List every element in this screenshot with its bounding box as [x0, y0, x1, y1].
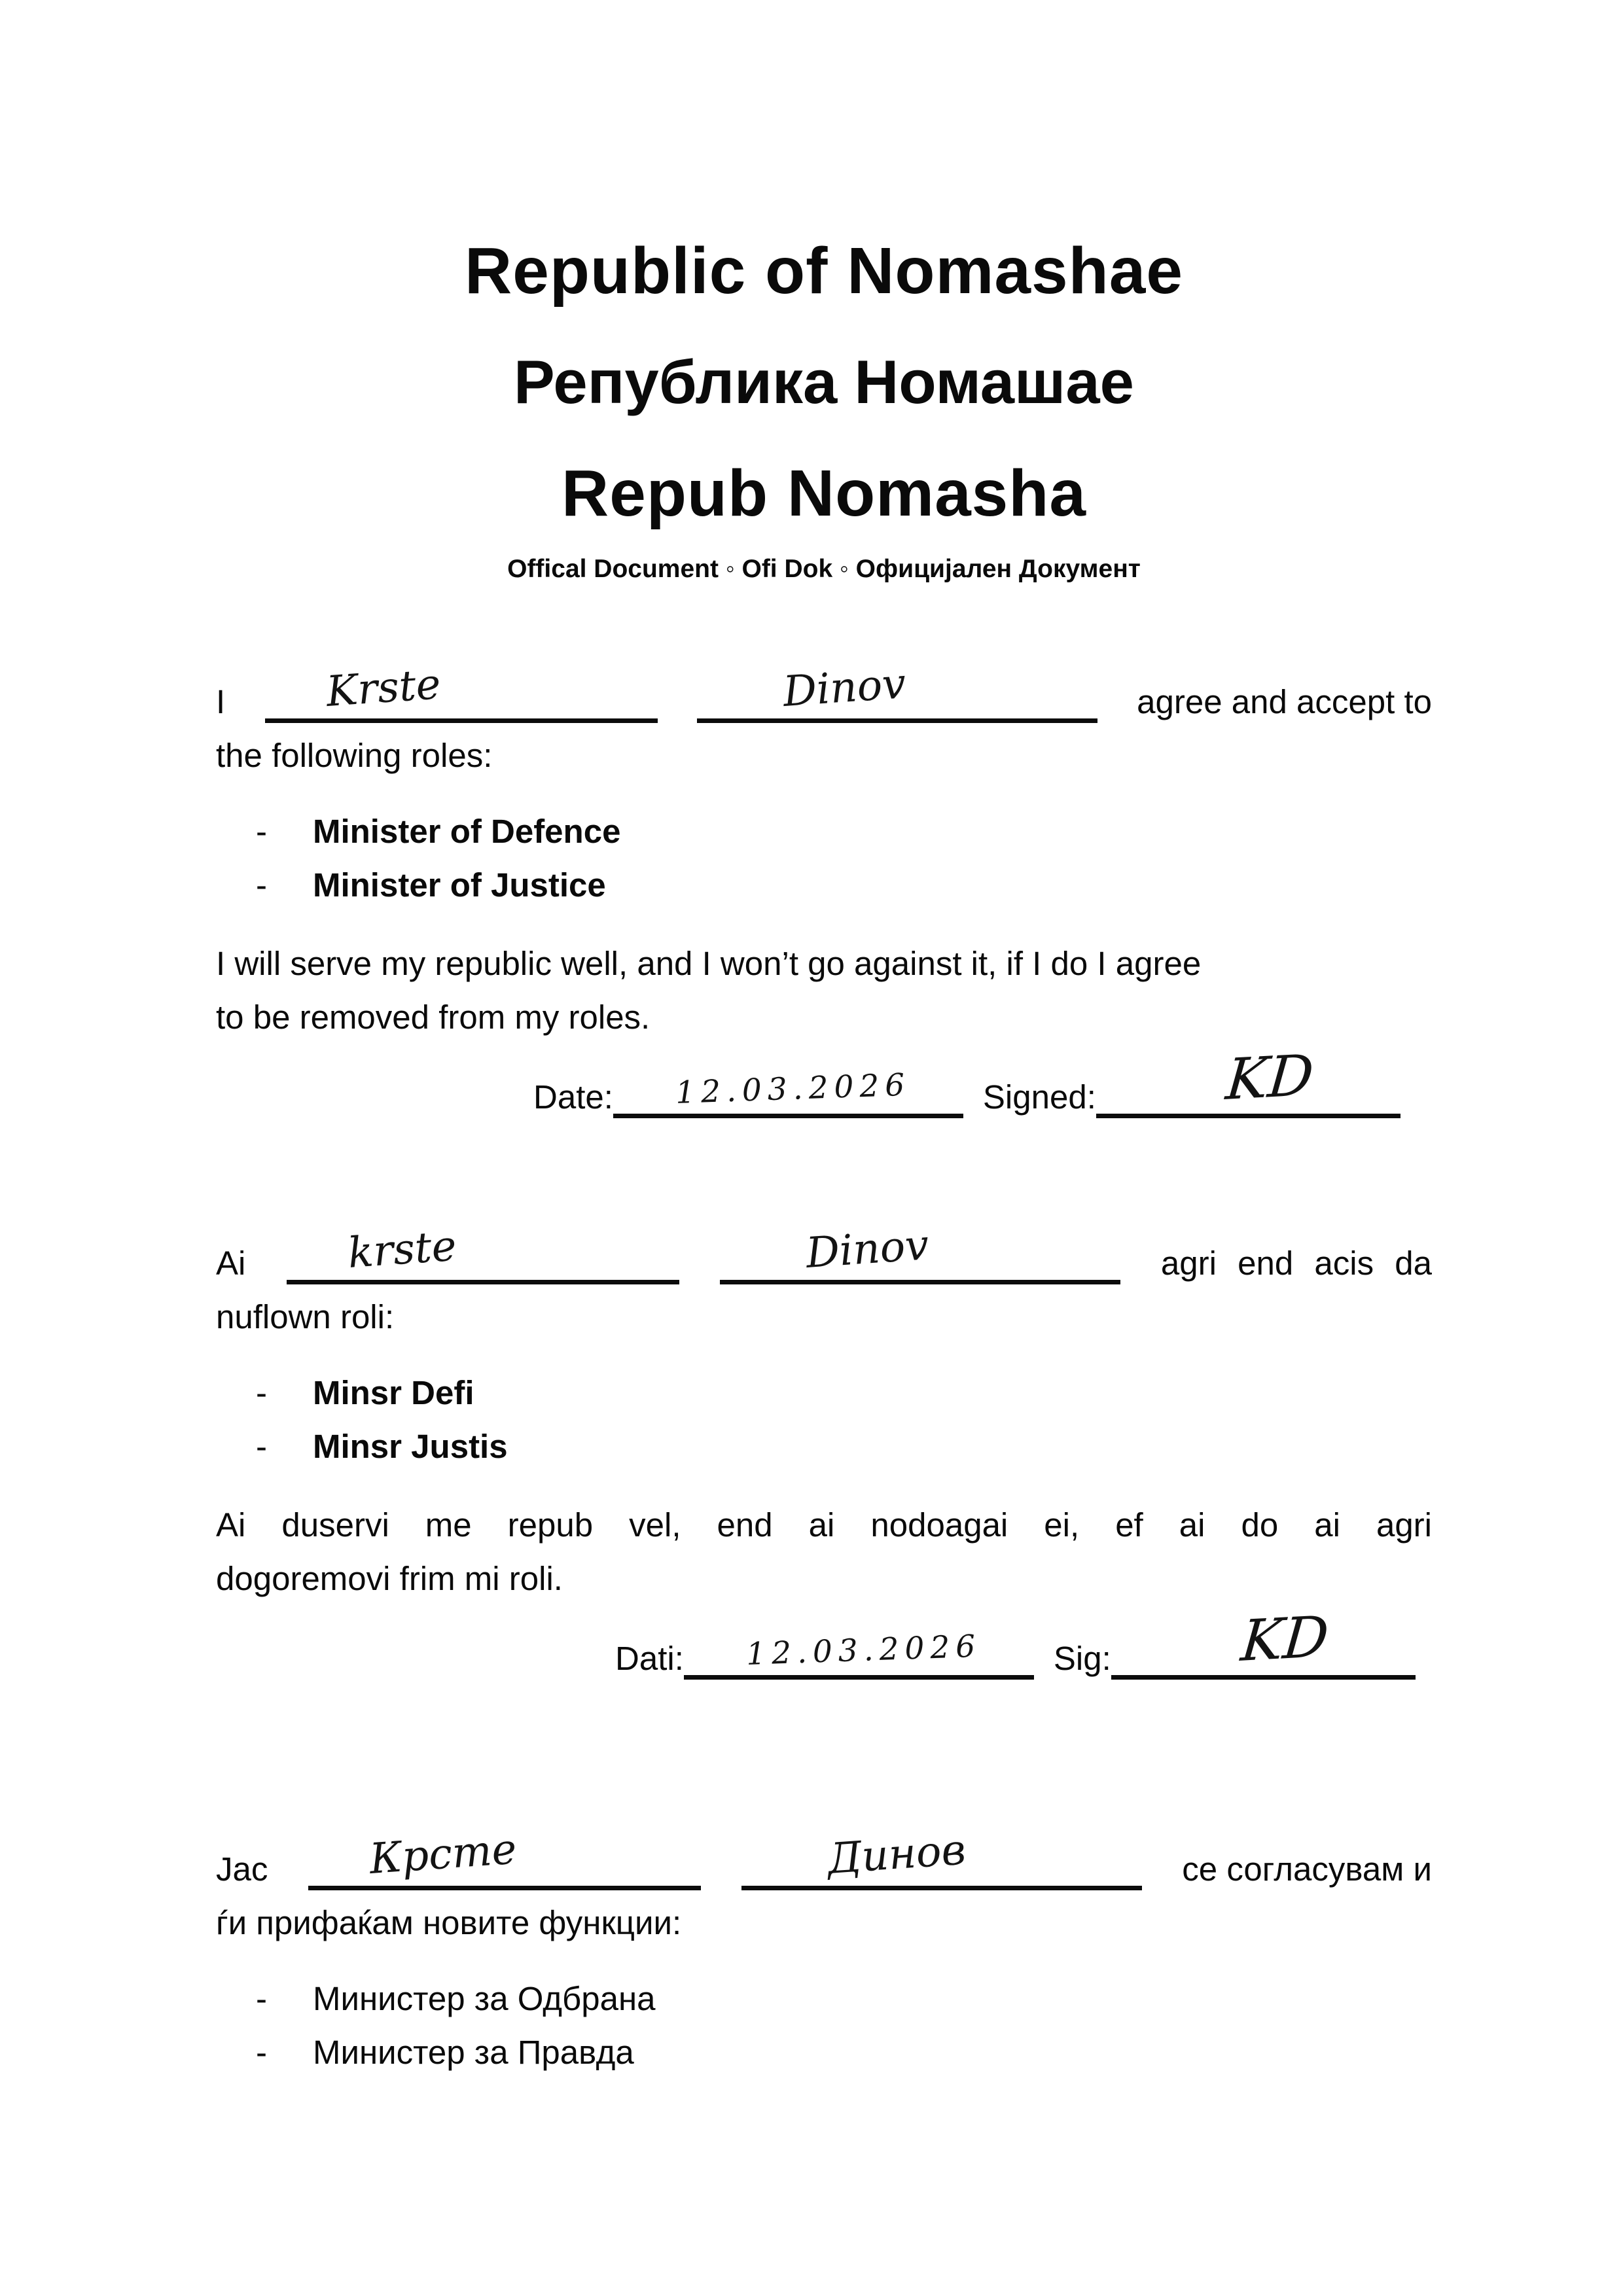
first-name-line: [265, 660, 658, 723]
dash-bullet: -: [256, 2033, 267, 2071]
oath-paragraph: [216, 1498, 1432, 1606]
role-item: [216, 1420, 1432, 1474]
date-line: [684, 1628, 1034, 1680]
role-item: [216, 1972, 1432, 2026]
roles-list: [216, 1972, 1432, 2079]
intro-row: [216, 1220, 1432, 1290]
pronoun-label: Ai: [216, 1244, 246, 1282]
intro-suffix-label: agree and accept to: [1137, 682, 1432, 720]
intro-suffix-label: agri end acis da: [1160, 1244, 1432, 1282]
title-english: Republic of Nomashae: [465, 234, 1183, 308]
role-label: Minsr Justis: [313, 1427, 508, 1465]
handwritten-date: 12.03.2026: [675, 1067, 912, 1111]
signature-line: [1111, 1604, 1416, 1680]
document-subtitle: Offical Document ◦ Ofi Dok ◦ Официјален Документ: [507, 554, 1141, 583]
role-label: Министер за Правда: [313, 2033, 634, 2071]
date-signature-row: [615, 1604, 1432, 1686]
intro-line2-label: ѓи прифаќам новите функции:: [216, 1903, 682, 1941]
pronoun-label: Јас: [216, 1850, 268, 1888]
role-item: [216, 1366, 1432, 1420]
handwritten-first-name: Крсте: [368, 1825, 518, 1884]
first-name-line: [308, 1825, 701, 1890]
pronoun-label: I: [216, 682, 226, 720]
dash-bullet: -: [256, 1373, 267, 1411]
handwritten-signature: KD: [1238, 1604, 1332, 1674]
intro-line2-label: the following roles:: [216, 736, 493, 774]
section-english: [216, 659, 1432, 1124]
date-signature-row: [533, 1042, 1432, 1124]
signed-label: Signed:: [982, 1078, 1096, 1116]
title-macedonian: Република Номашае: [514, 347, 1134, 416]
oath-line1: I will serve my republic well, and I won’t go against it, if I do I agree: [216, 944, 1202, 982]
oath-line2: to be removed from my roles.: [216, 998, 651, 1036]
intro-line2-label: nuflown roli:: [216, 1298, 395, 1335]
signed-label: Sig:: [1053, 1639, 1111, 1677]
handwritten-last-name: Dinov: [781, 659, 908, 716]
role-label: Minister of Justice: [313, 866, 606, 904]
signature-line: [1096, 1042, 1400, 1118]
last-name-line: [741, 1826, 1142, 1890]
role-label: Министер за Одбрана: [313, 1979, 656, 2017]
dash-bullet: -: [256, 866, 267, 904]
date-label: Date:: [533, 1078, 613, 1116]
roles-list: [216, 1366, 1432, 1474]
role-item: [216, 858, 1432, 912]
first-name-line: [287, 1222, 679, 1284]
last-name-line: [697, 659, 1097, 723]
oath-line2: dogoremovi frim mi roli.: [216, 1559, 563, 1597]
roles-list: [216, 805, 1432, 912]
date-line: [613, 1067, 963, 1118]
handwritten-first-name: Krste: [324, 660, 442, 716]
last-name-line: [720, 1220, 1120, 1284]
dash-bullet: -: [256, 1979, 267, 2017]
handwritten-last-name: Dinov: [804, 1220, 931, 1278]
oath-line1: Ai duservi me repub vel, end ai nodoagai ei, ef ai do ai agri: [216, 1506, 1432, 1544]
intro-row: [216, 1825, 1432, 1896]
oath-paragraph: [216, 937, 1432, 1044]
handwritten-date: 12.03.2026: [745, 1628, 982, 1672]
section-nomasha: [216, 1220, 1432, 1686]
dash-bullet: -: [256, 812, 267, 850]
role-label: Minister of Defence: [313, 812, 621, 850]
role-item: [216, 2026, 1432, 2079]
date-label: Dati:: [615, 1639, 684, 1677]
role-item: [216, 805, 1432, 858]
intro-row: [216, 659, 1432, 729]
intro-suffix-label: се согласувам и: [1182, 1850, 1432, 1888]
handwritten-first-name: krste: [346, 1222, 458, 1278]
title-nomasha: Repub Nomasha: [561, 456, 1086, 530]
handwritten-last-name: Динов: [826, 1826, 968, 1884]
section-macedonian: [216, 1825, 1432, 2079]
role-label: Minsr Defi: [313, 1373, 474, 1411]
dash-bullet: -: [256, 1427, 267, 1465]
handwritten-signature: KD: [1223, 1042, 1317, 1113]
